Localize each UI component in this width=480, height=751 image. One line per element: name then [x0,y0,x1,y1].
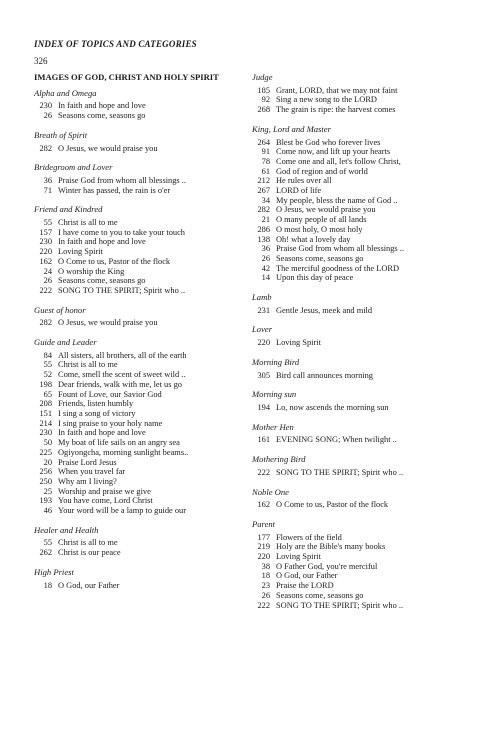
index-entry [252,157,462,167]
topic-section [34,163,239,195]
index-entry [252,147,462,157]
hymn-number: 46 [43,506,52,516]
hymn-title: Christ is all to me [58,360,118,370]
hymn-number: 25 [43,486,52,496]
index-entry [252,186,462,196]
index-entry [34,419,239,429]
index-entry [252,138,462,148]
index-entry [252,254,462,264]
entry-list [252,338,462,348]
hymn-title: O Come to us, Pastor of the flock [58,256,171,266]
hymn-title: Loving Spirit [276,338,321,348]
index-entry [252,542,462,552]
hymn-title: Christ is all to me [58,538,118,548]
hymn-number: 177 [257,532,270,542]
topic-section [252,488,462,510]
topic-heading: Morning Bird [252,356,300,367]
index-entry [252,95,462,105]
hymn-title: I sing a song of victory [58,408,136,418]
hymn-title: In faith and hope and love [58,101,146,111]
hymn-number: 162 [39,256,52,266]
hymn-number: 18 [43,580,52,590]
index-entry [252,468,462,478]
entry-list [34,101,239,120]
index-entry [34,428,239,438]
index-entry [34,477,239,487]
index-entry [252,105,462,115]
index-entry [252,435,462,445]
index-entry [34,467,239,477]
hymn-number: 151 [39,408,52,418]
topic-heading: Guest of honor [34,304,86,315]
right-topics [252,73,462,610]
index-entry [252,167,462,177]
hymn-title: I have come to you to take your touch [58,227,185,237]
hymn-number: 282 [39,143,52,153]
hymn-title: O Jesus, we would praise you [58,318,158,328]
hymn-title: Seasons come, seasons go [58,111,146,121]
entry-list [34,144,239,154]
hymn-title: When you travel far [58,467,126,477]
hymn-title: Oh! what a lovely day [276,234,351,244]
hymn-number: 230 [39,237,52,247]
topic-heading: Breath of Spirit [34,129,88,140]
hymn-number: 268 [257,105,270,115]
hymn-title: God of region and of world [276,166,368,176]
hymn-title: Bird call announces morning [276,370,373,380]
topic-heading: Lover [252,324,273,335]
hymn-title: O God, our Father [58,580,120,590]
index-entry [252,225,462,235]
hymn-title: O Jesus, we would praise you [276,205,376,215]
hymn-number: 92 [261,95,270,105]
topic-heading: Lamb [252,292,272,303]
index-entry [34,186,239,196]
hymn-number: 21 [261,215,270,225]
entry-list [34,318,239,328]
hymn-number: 222 [257,600,270,610]
hymn-number: 84 [43,350,52,360]
index-entry [34,390,239,400]
hymn-number: 225 [39,447,52,457]
index-entry [252,205,462,215]
index-entry [34,370,239,380]
hymn-number: 65 [43,389,52,399]
index-entry [34,506,239,516]
topic-section [34,205,239,295]
hymn-title: Come now, and lift up your hearts [276,147,391,157]
topic-section [34,338,239,516]
topic-heading: Healer and Health [34,524,99,535]
index-entry [34,538,239,548]
index-entry [252,500,462,510]
index-entry [34,101,239,111]
entry-list [252,435,462,445]
hymn-number: 208 [39,399,52,409]
index-entry [252,552,462,562]
hymn-number: 34 [261,195,270,205]
hymn-title: All sisters, all brothers, all of the earth [58,350,187,360]
hymn-title: In faith and hope and love [58,428,146,438]
hymn-number: 138 [257,234,270,244]
left-column [34,73,239,600]
index-entry [252,196,462,206]
hymn-title: You have come, Lord Christ [58,496,153,506]
index-entry [252,601,462,611]
topic-heading: Noble One [252,486,289,497]
index-entry [34,438,239,448]
hymn-number: 212 [257,176,270,186]
running-head: INDEX OF TOPICS AND CATEGORIES [34,39,197,49]
index-entry [34,399,239,409]
entry-list [34,176,239,195]
topic-section [252,325,462,347]
topic-section [252,73,462,115]
hymn-number: 256 [39,467,52,477]
topic-heading: Judge [252,72,273,82]
index-entry [252,581,462,591]
topic-section [34,131,239,153]
topic-section [252,293,462,315]
topic-heading: Parent [252,518,276,529]
index-entry [34,351,239,361]
index-entry [34,111,239,121]
topic-section [252,520,462,610]
hymn-number: 18 [261,571,270,581]
index-entry [34,228,239,238]
index-entry [252,273,462,283]
topic-section [34,89,239,121]
hymn-number: 250 [39,476,52,486]
hymn-title: He rules over all [276,176,332,186]
index-entry [252,338,462,348]
hymn-number: 220 [39,247,52,257]
hymn-number: 23 [261,581,270,591]
topic-section [252,125,462,283]
hymn-title: Lo, now ascends the morning sun [276,402,389,412]
hymn-number: 286 [257,224,270,234]
entry-list [252,500,462,510]
entry-list [252,468,462,478]
index-entry [252,562,462,572]
entry-list [252,371,462,381]
hymn-number: 194 [257,402,270,412]
hymn-number: 267 [257,186,270,196]
topic-section [252,423,462,445]
index-entry [34,144,239,154]
index-entry [34,458,239,468]
index-entry [252,215,462,225]
index-entry [252,244,462,254]
hymn-title: Holy are the Bible's many books [276,542,386,552]
index-entry [34,581,239,591]
hymn-title: I sing praise to your holy name [58,418,163,428]
hymn-title: Praise the LORD [276,581,334,591]
index-entry [34,409,239,419]
index-entry [252,264,462,274]
index-entry [34,286,239,296]
hymn-number: 61 [261,166,270,176]
hymn-number: 264 [257,137,270,147]
entry-list [252,306,462,316]
hymn-number: 162 [257,500,270,510]
hymn-number: 222 [257,467,270,477]
hymn-title: Fount of Love, our Savior God [58,389,162,399]
hymn-number: 305 [257,370,270,380]
hymn-title: Come one and all, let's follow Christ, [276,156,401,166]
index-entry [34,448,239,458]
hymn-number: 193 [39,496,52,506]
hymn-title: Upon this day of peace [276,273,354,283]
topic-section [252,390,462,412]
index-entry [252,86,462,96]
hymn-title: Friends, listen humbly [58,399,134,409]
topic-section [34,568,239,590]
hymn-title: LORD of life [276,186,322,196]
index-entry [34,176,239,186]
hymn-number: 157 [39,227,52,237]
index-entry [34,380,239,390]
index-entry [252,533,462,543]
hymn-number: 26 [43,276,52,286]
index-entry [34,496,239,506]
index-entry [252,591,462,601]
index-entry [252,176,462,186]
topic-heading: Bridegroom and Lover [34,162,113,173]
hymn-number: 26 [43,111,52,121]
index-entry [252,571,462,581]
topic-heading: Alpha and Omega [34,87,97,98]
topic-section [252,358,462,380]
entry-list [34,538,239,557]
hymn-title: O Come to us, Pastor of the flock [276,500,389,510]
hymn-number: 36 [261,244,270,254]
entry-list [252,138,462,284]
hymn-title: SONG TO THE SPIRIT; Spirit who .. [58,285,186,295]
topic-heading: Mothering Bird [252,454,306,465]
index-entry [34,247,239,257]
topic-heading: Guide and Leader [34,337,97,348]
topic-heading: High Priest [34,566,74,577]
topic-section [252,455,462,477]
topic-heading: Friend and Kindred [34,204,103,215]
hymn-number: 42 [261,263,270,273]
topic-heading: King, Lord and Master [252,123,331,134]
index-entry [34,487,239,497]
hymn-number: 55 [43,360,52,370]
hymn-number: 230 [39,428,52,438]
topic-section [34,306,239,328]
index-entry [34,276,239,286]
hymn-number: 220 [257,552,270,562]
hymn-title: Sing a new song to the LORD [276,95,377,105]
hymn-title: O Father God, you're merciful [276,561,378,571]
hymn-number: 219 [257,542,270,552]
hymn-title: Seasons come, seasons go [276,590,364,600]
hymn-title: Worship and praise we give [58,486,151,496]
hymn-number: 50 [43,438,52,448]
hymn-title: My people, bless the name of God .. [276,195,398,205]
hymn-number: 26 [261,590,270,600]
hymn-title: Come, smell the scent of sweet wild .. [58,370,186,380]
hymn-number: 55 [43,218,52,228]
hymn-title: Loving Spirit [276,552,321,562]
hymn-number: 161 [257,435,270,445]
hymn-number: 262 [39,548,52,558]
index-entry [34,218,239,228]
section-heading: IMAGES OF GOD, CHRIST AND HOLY SPIRIT [34,72,219,82]
topic-heading: Morning sun [252,389,297,400]
index-entry [34,267,239,277]
hymn-title: Seasons come, seasons go [276,253,364,263]
index-entry [252,371,462,381]
hymn-number: 222 [39,285,52,295]
index-entry [252,235,462,245]
hymn-title: O many people of all lands [276,215,367,225]
hymn-title: Dear friends, walk with me, let us go [58,379,182,389]
hymn-number: 24 [43,266,52,276]
hymn-title: Seasons come, seasons go [58,276,146,286]
hymn-title: Praise God from whom all blessings .. [58,175,186,185]
hymn-number: 91 [261,147,270,157]
entry-list [252,86,462,115]
hymn-title: O most holy, O most holy [276,224,363,234]
entry-list [252,403,462,413]
index-entry [34,318,239,328]
hymn-number: 282 [39,318,52,328]
entry-list [34,351,239,516]
hymn-title: Flowers of the field [276,532,342,542]
hymn-title: In faith and hope and love [58,237,146,247]
hymn-title: Grant, LORD, that we may not faint [276,85,398,95]
hymn-number: 52 [43,370,52,380]
hymn-title: O Jesus, we would praise you [58,143,158,153]
index-entry [252,403,462,413]
hymn-title: Winter has passed, the rain is o'er [58,185,171,195]
hymn-number: 36 [43,175,52,185]
hymn-number: 231 [257,305,270,315]
index-entry [34,237,239,247]
hymn-title: Praise God from whom all blessings .. [276,244,404,254]
hymn-title: Christ is our peace [58,548,121,558]
entry-list [34,218,239,296]
hymn-number: 214 [39,418,52,428]
entry-list [34,581,239,591]
hymn-number: 14 [261,273,270,283]
right-column [252,73,462,620]
hymn-title: O worship the King [58,266,125,276]
left-topics [34,89,239,591]
hymn-number: 78 [261,156,270,166]
hymn-number: 20 [43,457,52,467]
index-entry [34,360,239,370]
hymn-title: Christ is all to me [58,218,118,228]
hymn-title: Your word will be a lamp to guide our [58,506,187,516]
hymn-title: Ogiyongcha, morning sunlight beams.. [58,447,189,457]
hymn-title: Gentle Jesus, meek and mild [276,305,373,315]
hymn-title: SONG TO THE SPIRIT; Spirit who .. [276,467,404,477]
hymn-title: The merciful goodness of the LORD [276,263,400,273]
hymn-title: EVENING SONG; When twilight .. [276,435,397,445]
hymn-number: 185 [257,85,270,95]
hymn-number: 71 [43,185,52,195]
hymn-title: Praise Lord Jesus [58,457,117,467]
hymn-number: 55 [43,538,52,548]
topic-section [34,526,239,558]
hymn-number: 230 [39,101,52,111]
page-number: 326 [34,56,48,66]
hymn-number: 282 [257,205,270,215]
hymn-title: O God, our Father [276,571,338,581]
hymn-number: 220 [257,338,270,348]
hymn-title: Loving Spirit [58,247,103,257]
index-entry [34,548,239,558]
topic-heading: Mother Hen [252,421,294,432]
hymn-title: Why am I living? [58,476,117,486]
hymn-number: 198 [39,379,52,389]
hymn-title: SONG TO THE SPIRIT; Spirit who .. [276,600,404,610]
hymn-title: Blest be God who forever lives [276,137,381,147]
entry-list [252,533,462,611]
hymn-number: 38 [261,561,270,571]
hymn-title: The grain is ripe: the harvest comes [276,105,396,115]
index-entry [34,257,239,267]
hymn-number: 26 [261,253,270,263]
index-entry [252,306,462,316]
hymn-title: My boat of life sails on an angry sea [58,438,180,448]
